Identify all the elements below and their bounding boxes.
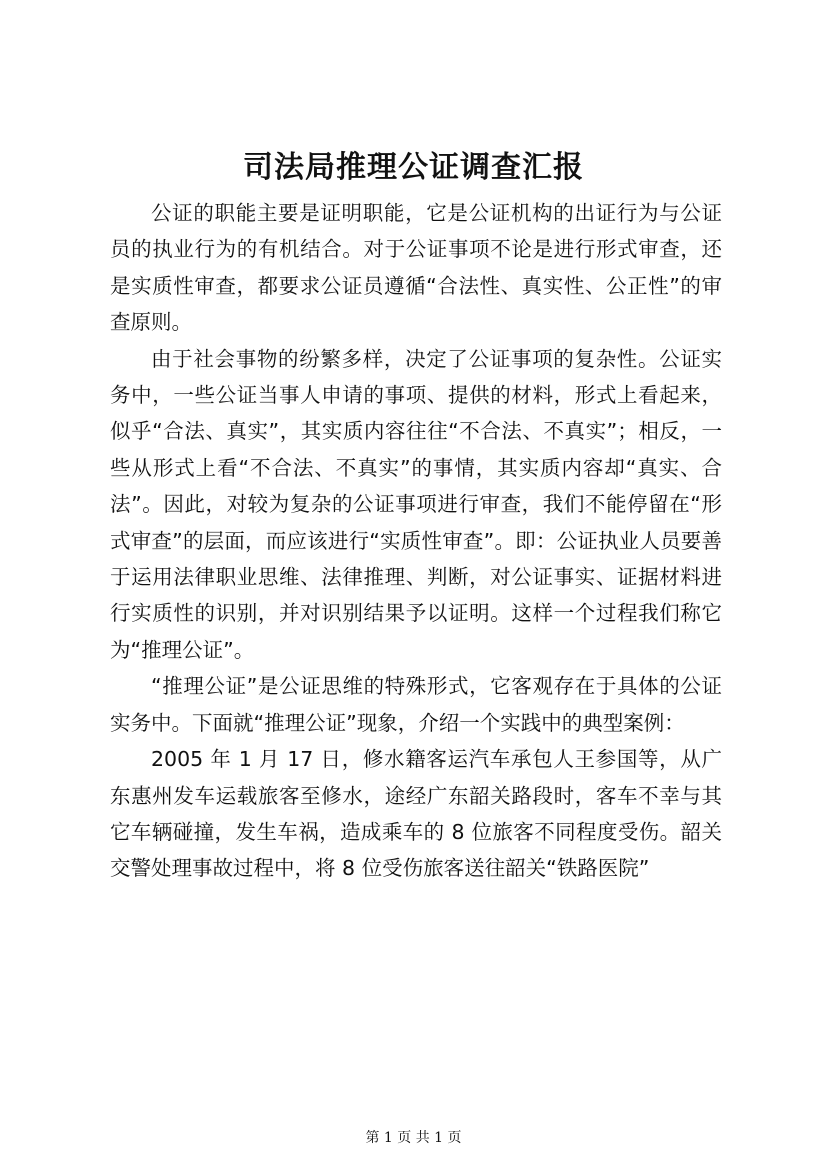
paragraph: “推理公证”是公证思维的特殊形式，它客观存在于具体的公证实务中。下面就“推理公证”现象，介绍一个实践中的典型案例： <box>110 674 722 735</box>
paragraph: 由于社会事物的纷繁多样，决定了公证事项的复杂性。公证实务中，一些公证当事人申请的事项、提供的材料，形式上看起来，似乎“合法、真实”，其实质内容往往“不合法、不真实”；相反，一些从形式上看“不合法、不真实”的事情，其实质内容却“真实、合法”。因此，对较为复杂的公证事项进行审查，我们不能停留在“形式审查”的层面，而应该进行“实质性审查”。即：公证执业人员要善于运用法律职业思维、法律推理、判断，对公证事实、证据材料进行实质性的识别，并对识别结果予以证明。这样一个过程我们称它为“推理公证”。 <box>110 346 722 662</box>
document-title: 司法局推理公证调查汇报 <box>243 150 584 185</box>
document-body <box>110 195 722 887</box>
page-number-footer: 第 1 页 共 1 页 <box>365 1130 462 1146</box>
paragraph: 公证的职能主要是证明职能，它是公证机构的出证行为与公证员的执业行为的有机结合。对于公证事项不论是进行形式审查，还是实质性审查，都要求公证员遵循“合法性、真实性、公正性”的审查原则。 <box>110 201 722 335</box>
paragraph: 2005 年 1 月 17 日，修水籍客运汽车承包人王参国等，从广东惠州发车运载旅客至修水，途经广东韶关路段时，客车不幸与其它车辆碰撞，发生车祸，造成乘车的 8 位旅客不同程度受伤。韶关交警处理事故过程中，将 8 位受伤旅客送往韶关“铁路医院” <box>110 747 722 881</box>
